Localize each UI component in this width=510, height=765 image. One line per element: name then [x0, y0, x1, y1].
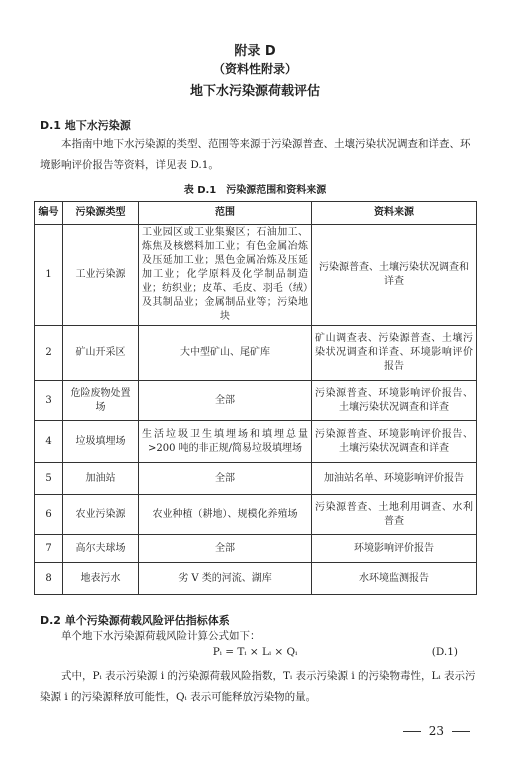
appendix-subtitle: （资料性附录） [212, 62, 297, 76]
cell-source: 污染源普查、环境影响评价报告、土壤污染状况调查和详查 [312, 421, 477, 463]
pollution-source-table [34, 201, 477, 595]
table-header-row [35, 202, 477, 225]
section-d2-intro: 单个地下水污染源荷载风险计算公式如下： [61, 630, 261, 642]
cell-range: 全部 [139, 463, 312, 495]
table-row [35, 495, 477, 535]
cell-type: 垃圾填埋场 [63, 421, 139, 463]
cell-range: 生活垃圾卫生填埋场和填埋总量>200 吨的非正规/简易垃圾填埋场 [139, 421, 312, 463]
header-source-type: 污染源类型 [63, 202, 139, 225]
cell-type: 危险废物处置场 [63, 381, 139, 421]
formula: Pᵢ = Tᵢ × Lᵢ × Qᵢ [212, 646, 298, 658]
cell-source: 加油站名单、环境影响评价报告 [312, 463, 477, 495]
cell-number: 3 [35, 381, 63, 421]
cell-range: 劣 V 类的河流、湖库 [139, 563, 312, 595]
cell-number: 6 [35, 495, 63, 535]
cell-number: 5 [35, 463, 63, 495]
cell-number: 2 [35, 326, 63, 381]
cell-range: 大中型矿山、尾矿库 [139, 326, 312, 381]
page-number-text: 23 [428, 724, 444, 738]
table-row [35, 463, 477, 495]
section-d1-paragraph: 本指南中地下水污染源的类型、范围等来源于污染源普查、土壤污染状况调查和详查、环境影响评价报告等资料，详见表 D.1。 [40, 138, 471, 171]
cell-number: 8 [35, 563, 63, 595]
table-caption: 表 D.1 污染源范围和资料来源 [183, 185, 327, 196]
cell-range: 全部 [139, 535, 312, 563]
cell-number: 1 [35, 225, 63, 326]
table-row [35, 225, 477, 326]
header-number: 编号 [35, 202, 63, 225]
section-heading-d1: D.1 地下水污染源 [40, 119, 131, 132]
page-number-dash-left [403, 731, 421, 732]
header-data-source: 资料来源 [312, 202, 477, 225]
table-row [35, 326, 477, 381]
cell-type: 加油站 [63, 463, 139, 495]
cell-type: 农业污染源 [63, 495, 139, 535]
cell-number: 7 [35, 535, 63, 563]
page-number-dash-right [452, 731, 470, 732]
table-row [35, 381, 477, 421]
cell-type: 地表污水 [63, 563, 139, 595]
table-row [35, 421, 477, 463]
cell-type: 工业污染源 [63, 225, 139, 326]
header-range: 范围 [139, 202, 312, 225]
section-heading-d2: D.2 单个污染源荷载风险评估指标体系 [40, 614, 230, 627]
table-row [35, 535, 477, 563]
cell-source: 污染源普查、土地利用调查、水利普查 [312, 495, 477, 535]
cell-source: 污染源普查、土壤污染状况调查和详查 [312, 225, 477, 326]
cell-source: 水环境监测报告 [312, 563, 477, 595]
cell-type: 高尔夫球场 [63, 535, 139, 563]
table-row [35, 563, 477, 595]
cell-range: 农业种植（耕地）、规模化养殖场 [139, 495, 312, 535]
cell-source: 环境影响评价报告 [312, 535, 477, 563]
page-title: 地下水污染源荷载评估 [189, 84, 320, 99]
formula-explanation: 式中，Pᵢ 表示污染源 i 的污染源荷载风险指数，Tᵢ 表示污染源 i 的污染物毒性，Lᵢ 表示污染源 i 的污染源释放可能性，Qᵢ 表示可能释放污染物的量。 [40, 670, 476, 703]
formula-number: (D.1) [431, 646, 458, 658]
cell-range: 全部 [139, 381, 312, 421]
appendix-label: 附录 D [234, 44, 276, 59]
page-number [403, 724, 470, 738]
cell-source: 污染源普查、环境影响评价报告、土壤污染状况调查和详查 [312, 381, 477, 421]
cell-range: 工业园区或工业集聚区；石油加工、炼焦及核燃料加工业；有色金属冶炼及压延加工业；黑色金属冶炼及压延加工业；化学原料及化学制品制造业；纺织业；皮革、毛皮、羽毛（绒）及其制品业；金属制品业等；污染地块 [139, 225, 312, 326]
cell-type: 矿山开采区 [63, 326, 139, 381]
cell-source: 矿山调查表、污染源普查、土壤污染状况调查和详查、环境影响评价报告 [312, 326, 477, 381]
cell-number: 4 [35, 421, 63, 463]
